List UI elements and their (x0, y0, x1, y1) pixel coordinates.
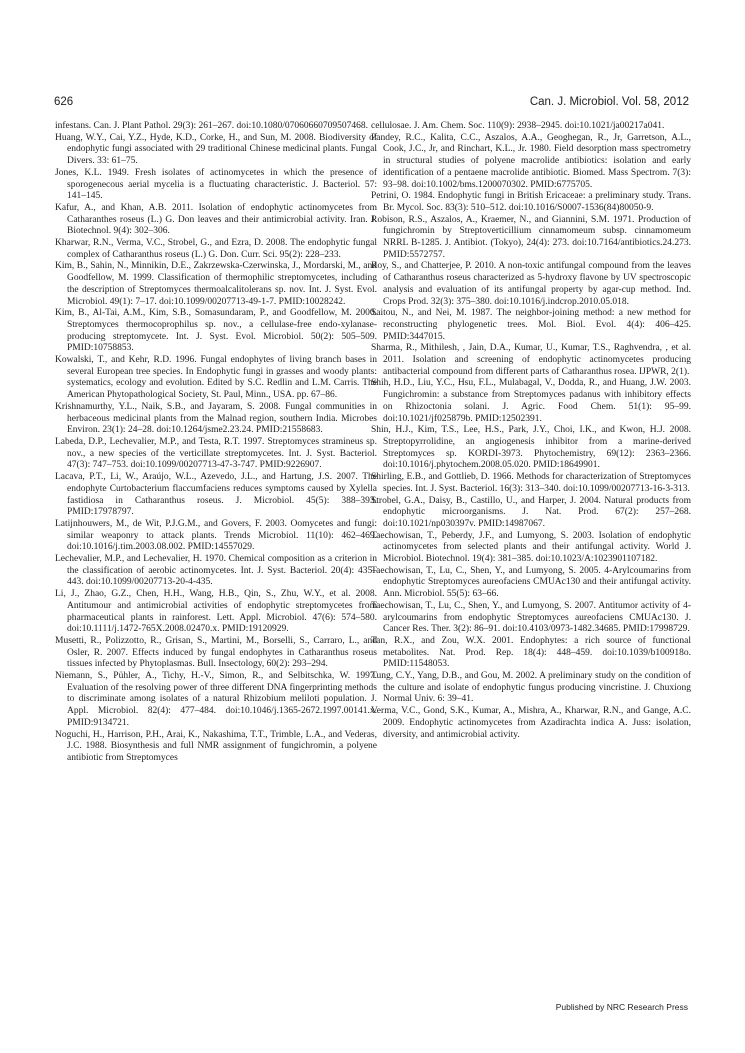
reference-entry: Shih, H.D., Liu, Y.C., Hsu, F.L., Mulabagal, V., Dodda, R., and Huang, J.W. 2003. Fungichromin: a substance from Streptomyces padanus with inhibitory effects on Rhizoctonia solani. J. Agric. Food Chem. 51(1): 95–99. doi:10.1021/jf025879b. PMID:12502391. (371, 378, 691, 424)
reference-entry: Kharwar, R.N., Verma, V.C., Strobel, G., and Ezra, D. 2008. The endophytic fungal complex of Catharanthus roseus (L.) G. Don. Curr. Sci. 95(2): 228–233. (55, 238, 377, 260)
reference-entry: Taechowisan, T., Lu, C., Shen, Y., and Lumyong, S. 2007. Antitumor activity of 4-arylcoumarins from endophytic Streptomyces aureofaciens CMUAc130. J. Cancer Res. Ther. 3(2): 86–91. doi:10.4103/0973-1482.34685. PMID:17998729. (371, 600, 691, 635)
reference-entry: Petrini, O. 1984. Endophytic fungi in British Ericaceae: a preliminary study. Trans. Br. Mycol. Soc. 83(3): 510–512. doi:10.1016/S0007-1536(84)80050-9. (371, 191, 691, 213)
reference-entry: Kowalski, T., and Kehr, R.D. 1996. Fungal endophytes of living branch bases in several European tree species. In Endophytic fungi in grasses and woody plants: systematics, ecology and evolution. Edited by S.C. Redlin and L.M. Carris. The American Phytopathological Society, St. Paul, Minn., USA. pp. 67–86. (55, 355, 377, 401)
reference-entry: cellulosae. J. Am. Chem. Soc. 110(9): 2938–2945. doi:10.1021/ja00217a041. (371, 121, 665, 131)
reference-entry: Taechowisan, T., Lu, C., Shen, Y., and Lumyong, S. 2005. 4-Arylcoumarins from endophytic Streptomyces aureofaciens CMUAc130 and their antifungal activity. Ann. Microbiol. 55(5): 63–66. (371, 565, 691, 600)
reference-entry: Roy, S., and Chatterjee, P. 2010. A non-toxic antifungal compound from the leaves of Catharanthus roseus characterized as 5-hydroxy flavone by UV spectroscopic analysis and evaluation of its antifungal property by agar-cup method. Ind. Crops Prod. 32(3): 375–380. doi:10.1016/j.indcrop.2010.05.018. (371, 261, 691, 307)
reference-entry: Krishnamurthy, Y.L., Naik, S.B., and Jayaram, S. 2008. Fungal communities in herbaceous medicinal plants from the Malnad region, southern India. Microbes Environ. 23(1): 24–28. doi:10.1264/jsme2.23.24. PMID:21558683. (55, 401, 377, 436)
reference-entry: Robison, R.S., Aszalos, A., Kraemer, N., and Giannini, S.M. 1971. Production of fungichromin by Streptoverticillium cinnamomeum subsp. cinnamomeum NRRL B-1285. J. Antibiot. (Tokyo), 24(4): 273. doi:10.7164/antibiotics.24.273. PMID:5572757. (371, 214, 691, 260)
reference-entry: Lacava, P.T., Li, W., Araújo, W.L., Azevedo, J.L., and Hartung, J.S. 2007. The endophyte Curtobacterium flaccumfaciens reduces symptoms caused by Xylella fastidiosa in Catharanthus roseus. J. Microbiol. 45(5): 388–393. PMID:17978797. (55, 472, 377, 518)
reference-entry: Strobel, G.A., Daisy, B., Castillo, U., and Harper, J. 2004. Natural products from endophytic microorganisms. J. Nat. Prod. 67(2): 257–268. doi:10.1021/np030397v. PMID:14987067. (371, 495, 691, 529)
reference-entry: Latijnhouwers, M., de Wit, P.J.G.M., and Govers, F. 2003. Oomycetes and fungi: similar weaponry to attack plants. Trends Microbiol. 11(10): 462–469. doi:10.1016/j.tim.2003.08.002. PMID:14557029. (55, 518, 377, 553)
reference-entry: Kim, B., Al-Tai, A.M., Kim, S.B., Somasundaram, P., and Goodfellow, M. 2000. Streptomyces thermocoprophilus sp. nov., a cellulase-free endo-xylanase-producing streptomycete. Int. J. Syst. Evol. Microbiol. 50(2): 505–509. PMID:10758853. (55, 308, 377, 354)
reference-entry: Sharma, R., Mithilesh, , Jain, D.A., Kumar, U., Kumar, T.S., Raghvendra, , et al. 2011. Isolation and screening of endophytic actinomycetes producing antibacterial compound from different parts of Catharanthus rosea. IJPWR, 2(1). (371, 343, 691, 377)
reference-entry: Shirling, E.B., and Gottlieb, D. 1966. Methods for characterization of Streptomyces species. Int. J. Syst. Bacteriol. 16(3): 313–340. doi:10.1099/00207713-16-3-313. (371, 472, 691, 494)
reference-entry: Musetti, R., Polizzotto, R., Grisan, S., Martini, M., Borselli, S., Carraro, L., and Osler, R. 2007. Effects induced by fungal endophytes in Catharanthus roseus tissues infected by Phytoplasmas. Bull. Insectology, 60(2): 293–294. (55, 635, 377, 670)
reference-entry: Taechowisan, T., Peberdy, J.F., and Lumyong, S. 2003. Isolation of endophytic actinomycetes from selected plants and their antifungal activity. World J. Microbiol. Biotechnol. 19(4): 381–385. doi:10.1023/A:1023901107182. (371, 530, 691, 565)
reference-entry: Kafur, A., and Khan, A.B. 2011. Isolation of endophytic actinomycetes from Catharanthes roseus (L.) G. Don leaves and their antimicrobial activity. Iran. J. Biotechnol. 9(4): 302–306. (55, 202, 377, 237)
reference-entry: infestans. Can. J. Plant Pathol. 29(3): 261–267. doi:10.1080/07060660709507468. (55, 121, 368, 131)
page-header (54, 96, 689, 112)
reference-entry: Kim, B., Sahin, N., Minnikin, D.E., Zakrzewska-Czerwinska, J., Mordarski, M., and Goodfellow, M. 1999. Classification of thermophilic streptomycetes, including the description of Streptomyces thermoalcalitolerans sp. nov. Int. J. Syst. Evol. Microbiol. 49(1): 7–17. doi:10.1099/00207713-49-1-7. PMID:10028242. (55, 261, 377, 307)
reference-entry: Huang, W.Y., Cai, Y.Z., Hyde, K.D., Corke, H., and Sun, M. 2008. Biodiversity of endophytic fungi associated with 29 traditional Chinese medicinal plants. Fungal Divers. 33: 61–75. (55, 132, 377, 167)
running-head-journal: Can. J. Microbiol. Vol. 58, 2012 (529, 96, 689, 108)
reference-entry: Labeda, D.P., Lechevalier, M.P., and Testa, R.T. 1997. Streptomyces stramineus sp. nov., a new species of the verticillate streptomycetes. Int. J. Syst. Bacteriol. 47(3): 747–753. doi:10.1099/00207713-47-3-747. PMID:9226907. (55, 436, 377, 471)
reference-entry: Saitou, N., and Nei, M. 1987. The neighbor-joining method: a new method for reconstructing phylogenetic trees. Mol. Biol. Evol. 4(4): 406–425. PMID:3447015. (371, 308, 691, 342)
publisher-footer: Published by NRC Research Press (555, 1002, 688, 1012)
reference-entry: Verma, V.C., Gond, S.K., Kumar, A., Mishra, A., Kharwar, R.N., and Gange, A.C. 2009. Endophytic actinomycetes from Azadirachta indica A. Juss: isolation, diversity, and antimicrobial activity. (371, 706, 691, 740)
references-left-column (55, 121, 377, 765)
page-number: 626 (54, 96, 74, 108)
reference-entry: Shin, H.J., Kim, T.S., Lee, H.S., Park, J.Y., Choi, I.K., and Kwon, H.J. 2008. Streptopyrrolidine, an angiogenesis inhibitor from a marine-derived Streptomyces sp. KORDI-3973. Phytochemistry, 69(12): 2363–2366. doi:10.1016/j.phytochem.2008.05.020. PMID:18649901. (371, 425, 691, 471)
reference-entry: Niemann, S., Pühler, A., Tichy, H.-V., Simon, R., and Selbitschka, W. 1997. Evaluation of the resolving power of three different DNA fingerprinting methods to discriminate among isolates of a natural Rhizobium meliloti population. J. Appl. Microbiol. 82(4): 477–484. doi:10.1046/j.1365-2672.1997.00141.x. PMID:9134721. (55, 671, 377, 728)
reference-entry: Jones, K.L. 1949. Fresh isolates of actinomycetes in which the presence of sporogenecous aerial mycelia is a fluctuating characteristic. J. Bacteriol. 57: 141–145. (55, 167, 377, 202)
reference-entry: Noguchi, H., Harrison, P.H., Arai, K., Nakashima, T.T., Trimble, L.A., and Vederas, J.C. 1988. Biosynthesis and full NMR assignment of fungichromin, a polyene antibiotic from Streptomyces (55, 729, 377, 763)
reference-entry: Lechevalier, M.P., and Lechevalier, H. 1970. Chemical composition as a criterion in the classification of aerobic actinomycetes. Int. J. Syst. Bacteriol. 20(4): 435–443. doi:10.1099/00207713-20-4-435. (55, 554, 377, 588)
references-right-column (371, 121, 691, 741)
reference-entry: Pandey, R.C., Kalita, C.C., Aszalos, A.A., Geoghegan, R., Jr, Garretson, A.L., Cook, J.C., Jr, and Rinchart, K.L., Jr. 1980. Field desorption mass spectrometry in structural studies of polyene macrolide antibiotics: isolation and early identification of a pentaene macrolide antibiotic. Biomed. Mass Spectrom. 7(3): 93–98. doi:10.1002/bms.1200070302. PMID:6775705. (371, 132, 691, 190)
reference-entry: Li, J., Zhao, G.Z., Chen, H.H., Wang, H.B., Qin, S., Zhu, W.Y., et al. 2008. Antitumour and antimicrobial activities of endophytic streptomycetes from pharmaceutical plants in rainforest. Lett. Appl. Microbiol. 47(6): 574–580. doi:10.1111/j.1472-765X.2008.02470.x. PMID:19120929. (55, 589, 377, 635)
reference-entry: Tung, C.Y., Yang, D.B., and Gou, M. 2002. A preliminary study on the condition of the culture and isolate of endophytic fungus producing vincristine. J. Chuxiong Normal Univ. 6: 39–41. (371, 671, 691, 705)
reference-entry: Tan, R.X., and Zou, W.X. 2001. Endophytes: a rich source of functional metabolites. Nat. Prod. Rep. 18(4): 448–459. doi:10.1039/b100918o. PMID:11548053. (371, 635, 691, 670)
